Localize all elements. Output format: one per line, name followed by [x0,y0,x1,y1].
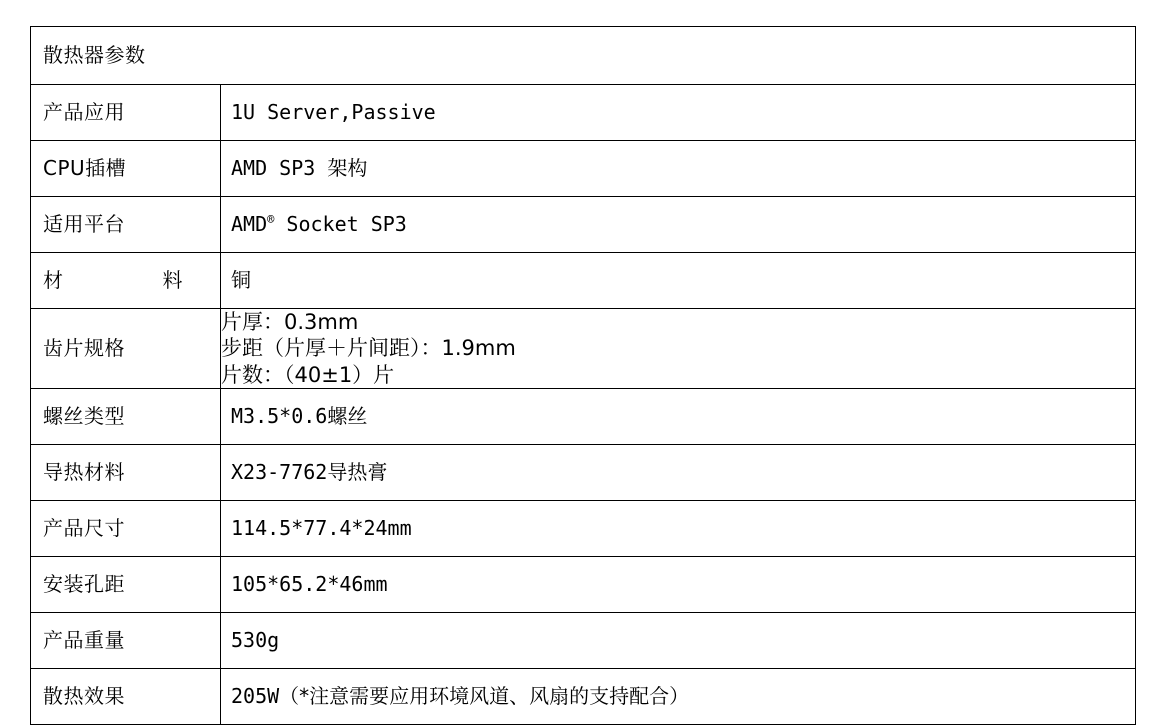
table-row [31,388,1136,444]
table-title: 散热器参数 [31,27,1136,85]
row-label-product-size: 产品尺寸 [31,500,221,556]
row-label-product-weight: 产品重量 [31,612,221,668]
row-label-material-text: 材 料 [43,268,183,292]
row-value-platform [221,197,1136,253]
table-row [31,556,1136,612]
platform-brand: AMD [231,212,268,236]
table-row [31,500,1136,556]
fin-spec-line-pitch: 步距（片厚＋片间距）：1.9mm [221,336,516,361]
row-label-product-application: 产品应用 [31,85,221,141]
row-label-fin-spec: 齿片规格 [31,309,221,389]
table-row [31,309,1136,389]
table-row [31,612,1136,668]
table-row [31,197,1136,253]
row-value-product-application: 1U Server,Passive [221,85,1136,141]
table-row [31,141,1136,197]
table-row [31,444,1136,500]
row-label-screw-type: 螺丝类型 [31,388,221,444]
heatsink-spec-table [30,26,1136,725]
row-value-thermal-material: X23-7762导热膏 [221,444,1136,500]
registered-mark-icon: ® [267,212,275,227]
row-label-platform: 适用平台 [31,197,221,253]
fin-spec-line-thickness: 片厚：0.3mm [221,310,359,334]
row-label-mounting-hole: 安装孔距 [31,556,221,612]
table-row-title [31,27,1136,85]
cooling-watts: 205W [231,683,280,708]
table-row [31,85,1136,141]
row-label-cpu-socket: CPU插槽 [31,141,221,197]
platform-socket: Socket SP3 [274,212,407,236]
row-value-cooling-performance [221,668,1136,724]
row-value-mounting-hole: 105*65.2*46mm [221,556,1136,612]
row-value-product-size: 114.5*77.4*24mm [221,500,1136,556]
table-row [31,668,1136,724]
table-row [31,253,1136,309]
row-value-product-weight: 530g [221,612,1136,668]
row-value-material: 铜 [221,253,1136,309]
row-label-cooling-performance: 散热效果 [31,668,221,724]
fin-spec-line-count: 片数：（40±1）片 [221,362,395,387]
row-label-thermal-material: 导热材料 [31,444,221,500]
row-value-fin-spec [221,309,1136,389]
row-label-material [31,253,221,309]
row-value-cpu-socket: AMD SP3 架构 [221,141,1136,197]
row-value-screw-type: M3.5*0.6螺丝 [221,388,1136,444]
cooling-note: （*注意需要应用环境风道、风扇的支持配合） [279,683,690,708]
